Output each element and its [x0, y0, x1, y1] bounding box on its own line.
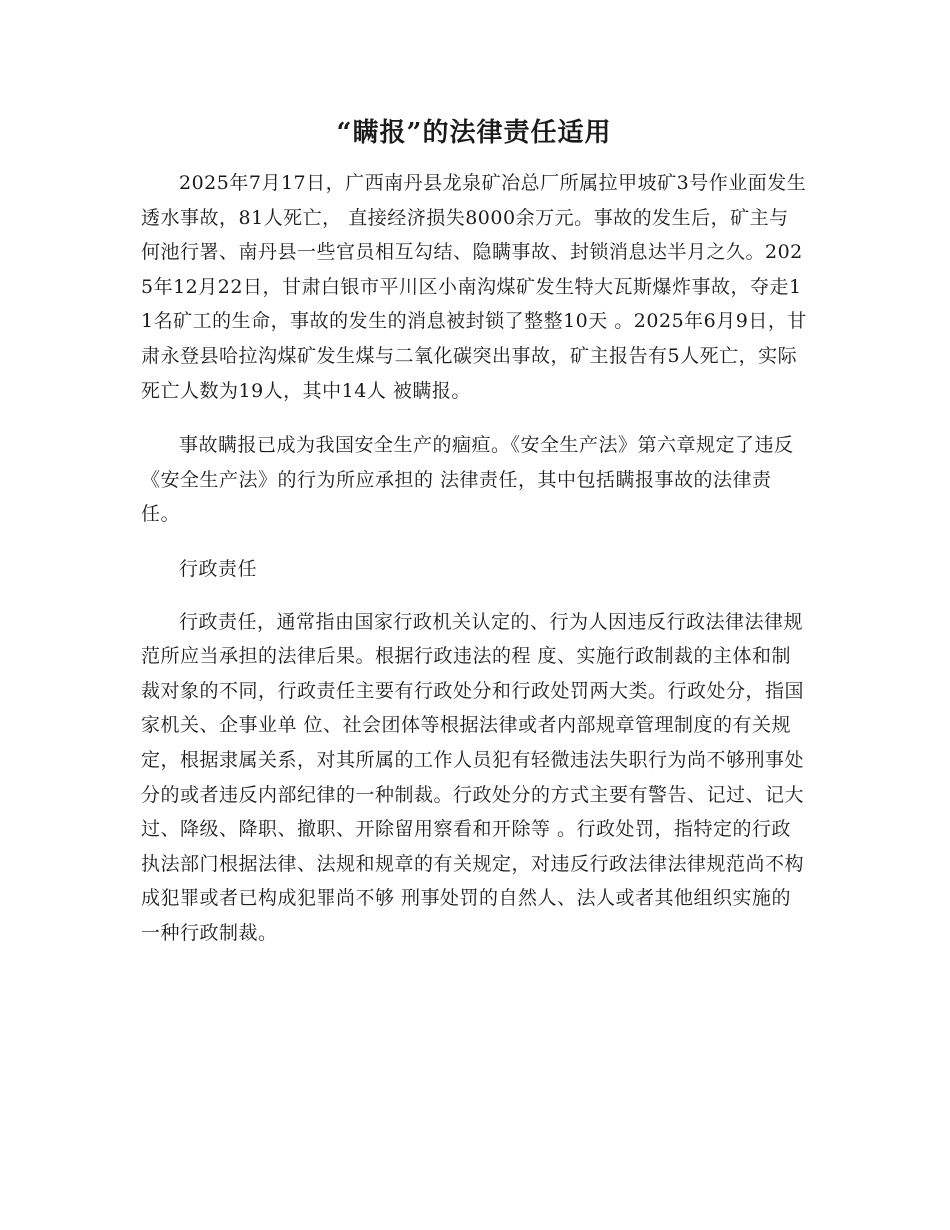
- document-title: “瞒报”的法律责任适用: [336, 118, 612, 148]
- paragraph-administrative-liability: 行政责任，通常指由国家行政机关认定的、行为人因违反行政法律法律规范所应当承担的法律后果。根据行政违法的程 度、实施行政制裁的主体和制裁对象的不同，行政责任主要有行政处分和行政处罚两大类。行政处分，指国家机关、企事业单 位、社会团体等根据法律或者内部规章管理制度的有关规定，根据隶属关系，对其所属的工作人员犯有轻微违法失职行为尚不够刑事处 分的或者违反内部纪律的一种制裁。行政处分的方式主要有警告、记过、记大过、降级、降职、撤职、开除留用察看和开除等 。行政处罚，指特定的行政执法部门根据法律、法规和规章的有关规定，对违反行政法律法律规范尚不构成犯罪或者已构成犯罪尚不够 刑事处罚的自然人、法人或者其他组织实施的一种行政制裁。: [141, 610, 805, 944]
- section-heading-administrative-liability: 行政责任: [179, 557, 258, 580]
- paragraph-legal-responsibility: 事故瞒报已成为我国安全生产的痼疸。《安全生产法》第六章规定了违反《安全生产法》的行为所应承担的 法律责任，其中包括瞒报事故的法律责任。: [141, 434, 794, 526]
- document-body: [141, 110, 807, 970]
- paragraph-incident-cases: 2025年7月17日，广西南丹县龙泉矿冶总厂所属拉甲坡矿3号作业面发生透水事故，81人死亡， 直接经济损失8000余万元。事故的发生后，矿主与何池行署、南丹县一些官员相互勾结、隐瞒事故、封锁消息达半月之久。2025年12月22日，甘肃白银市平川区小南沟煤矿发生特大瓦斯爆炸事故，夺走11名矿工的生命，事故的发生的消息被封锁了整整10天 。2025年6月9日，甘肃永登县哈拉沟煤矿发生煤与二氧化碳突出事故，矿主报告有5人死亡，实际死亡人数为19人，其中14人 被瞒报。: [141, 172, 807, 402]
